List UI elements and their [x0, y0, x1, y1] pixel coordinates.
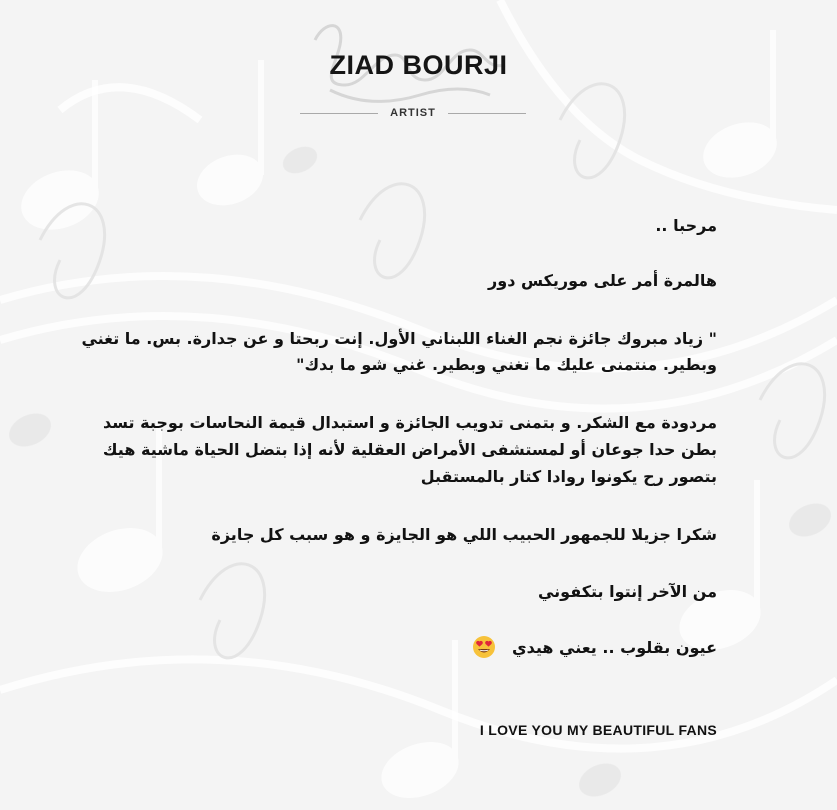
page-title: ZIAD BOURJI — [329, 50, 508, 80]
role-divider — [300, 104, 526, 122]
divider-line-left — [300, 113, 378, 114]
intro-line: هالمرة أمر على موريكس دور — [488, 271, 717, 290]
reply-line-2: بطن حدا جوعان أو لمستشفى الأمراض العقلية لأنه إذا بتضل الحياة ماشية هيك — [102, 440, 717, 459]
closing-line — [107, 635, 717, 661]
heart-eyes-emoji-icon — [472, 635, 496, 659]
artist-role-label: ARTIST — [390, 107, 436, 119]
quote-line-2: وبطير. منتمنى عليك ما تغني وبطير. غني شو ما بدك" — [296, 355, 717, 374]
last-line: من الآخر إنتوا بتكفوني — [537, 582, 717, 601]
reply-line-3: بتصور رح يكونوا روادا كتار بالمستقبل — [420, 467, 717, 486]
greeting-line: مرحبا .. — [655, 216, 717, 235]
divider-line-right — [448, 113, 526, 114]
closing-text: عيون بقلوب .. يعني هيدي — [511, 638, 717, 657]
signoff-text: I LOVE YOU MY BEAUTIFUL FANS — [479, 722, 717, 738]
quote-line-1: " زياد مبروك جائزة نجم الغناء اللبناني الأول. إنت ربحتا و عن جدارة. بس. ما تغني — [81, 329, 717, 348]
thanks-line: شكرا جزيلا للجمهور الحبيب اللي هو الجايزة و هو سبب كل جايزة — [211, 525, 717, 544]
reply-line-1: مردودة مع الشكر. و بتمنى تدويب الجائزة و استبدال قيمة النحاسات بوجبة تسد — [103, 413, 717, 432]
